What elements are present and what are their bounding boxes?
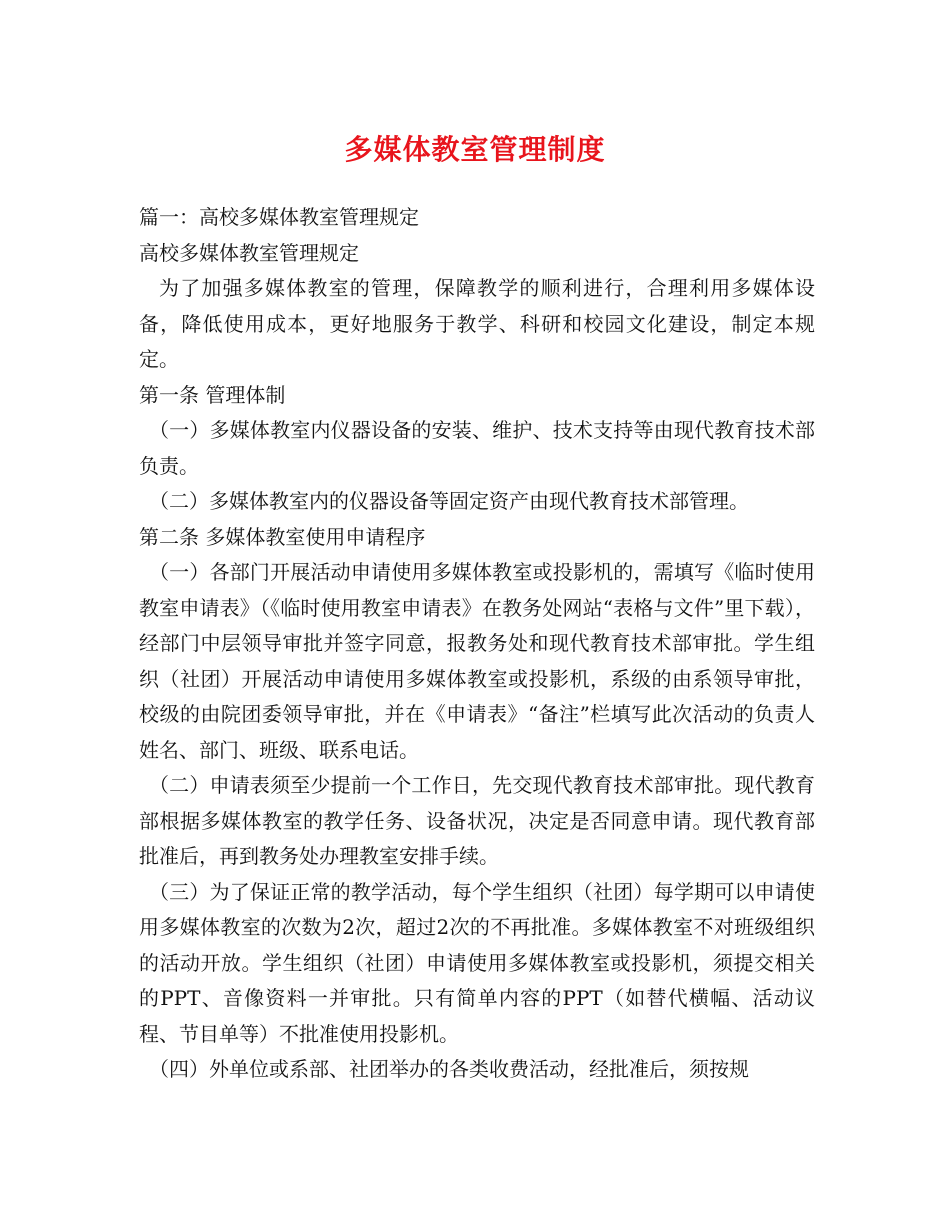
intro-paragraph: 为了加强多媒体教室的管理，保障教学的顺利进行，合理利用多媒体设备，降低使用成本，更好地服务于教学、科研和校园文化建设，制定本规定。 [139, 276, 815, 371]
document-body [139, 200, 815, 1088]
article-heading: 第一条 管理体制 [139, 382, 286, 407]
clause-paragraph: （三）为了保证正常的教学活动，每个学生组织（社团）每学期可以申请使用多媒体教室的次数为2次，超过2次的不再批准。多媒体教室不对班级组织的活动开放。学生组织（社团）申请使用多媒体教室或投影机，须提交相关的PPT、音像资料一并审批。只有简单内容的PPT（如替代横幅、活动议程、节目单等）不批准使用投影机。 [139, 879, 815, 1046]
article-heading: 第二条 多媒体教室使用申请程序 [139, 524, 426, 549]
document-title: 多媒体教室管理制度 [344, 133, 606, 166]
clause-paragraph: （二）申请表须至少提前一个工作日，先交现代教育技术部审批。现代教育部根据多媒体教室的教学任务、设备状况，决定是否同意申请。现代教育部批准后，再到教务处办理教室安排手续。 [139, 773, 815, 868]
clause-paragraph: （二）多媒体教室内的仪器设备等固定资产由现代教育技术部管理。 [149, 489, 749, 513]
clause-paragraph: （一）各部门开展活动申请使用多媒体教室或投影机的，需填写《临时使用教室申请表》（《临时使用教室申请表》在教务处网站“表格与文件”里下载），经部门中层领导审批并签字同意，报教务处和现代教育技术部审批。学生组织（社团）开展活动申请使用多媒体教室或投影机，系级的由系领导审批，校级的由院团委领导审批，并在《申请表》“备注”栏填写此次活动的负责人姓名、部门、班级、联系电话。 [139, 560, 815, 762]
subtitle: 高校多媒体教室管理规定 [139, 240, 359, 265]
clause-paragraph: （一）多媒体教室内仪器设备的安装、维护、技术支持等由现代教育技术部负责。 [139, 418, 815, 478]
section-heading: 篇一：高校多媒体教室管理规定 [139, 205, 419, 229]
clause-paragraph: （四）外单位或系部、社团举办的各类收费活动，经批准后，须按规 [149, 1057, 749, 1081]
